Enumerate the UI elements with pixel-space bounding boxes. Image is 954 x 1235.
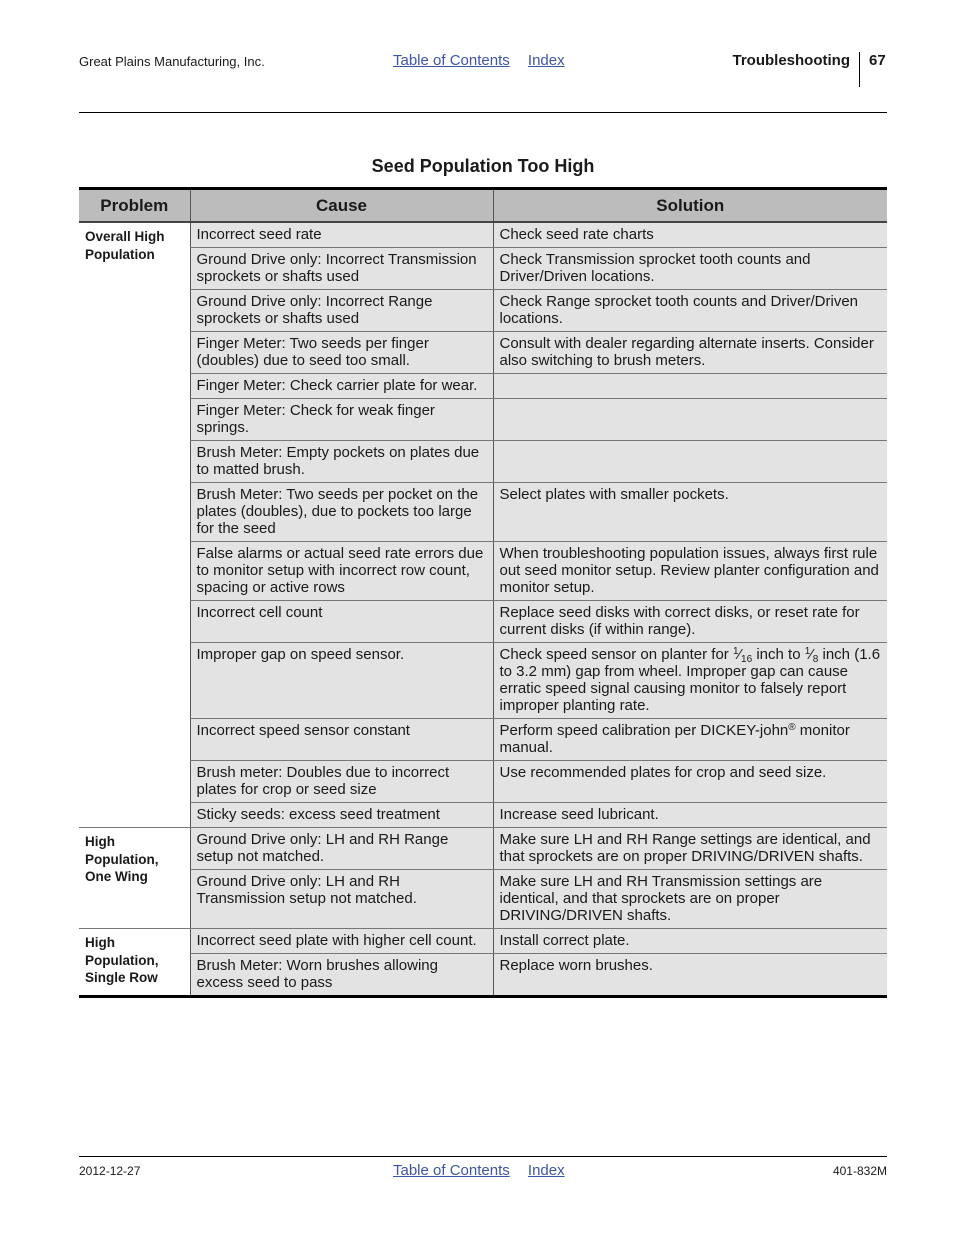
solution-cell: Increase seed lubricant. xyxy=(493,803,887,828)
fraction-denominator: 8 xyxy=(812,654,819,665)
table-row xyxy=(79,954,887,997)
solution-text: Perform speed calibration per DICKEY-john xyxy=(499,722,789,739)
table-row xyxy=(79,332,887,374)
solution-text: inch (1.6 to 3.2 mm) gap from wheel. Improper gap can cause erratic speed signal causing monitor to falsely report improper planting rate. xyxy=(499,646,881,714)
table-row xyxy=(79,803,887,828)
fraction: $^1⁄_{16}$ xyxy=(732,646,753,665)
cause-cell: Ground Drive only: LH and RH Transmission setup not matched. xyxy=(190,870,493,929)
solution-cell xyxy=(493,643,887,719)
cause-cell: Incorrect speed sensor constant xyxy=(190,719,493,761)
table-row xyxy=(79,248,887,290)
cause-cell: Brush Meter: Two seeds per pocket on the plates (doubles), due to pockets too large for the seed xyxy=(190,483,493,542)
column-header-solution: Solution xyxy=(493,189,887,223)
solution-text: inch to xyxy=(752,646,805,663)
solution-cell xyxy=(493,441,887,483)
table-row xyxy=(79,601,887,643)
header-rule xyxy=(79,112,887,113)
problem-cell: High Population, Single Row xyxy=(79,929,190,997)
index-link[interactable]: Index xyxy=(527,1162,565,1179)
solution-cell xyxy=(493,719,887,761)
bottom-nav xyxy=(393,1162,579,1179)
fraction-numerator: 1 xyxy=(804,646,811,657)
solution-cell: Check seed rate charts xyxy=(493,222,887,248)
solution-cell: Check Transmission sprocket tooth counts and Driver/Driven locations. xyxy=(493,248,887,290)
solution-text: monitor manual. xyxy=(499,722,850,756)
solution-cell: Select plates with smaller pockets. xyxy=(493,483,887,542)
document-number: 401-832M xyxy=(832,1164,887,1178)
table-row xyxy=(79,290,887,332)
fraction-numerator: 1 xyxy=(732,646,739,657)
cause-cell: Sticky seeds: excess seed treatment xyxy=(190,803,493,828)
cause-cell: Ground Drive only: Incorrect Transmission sprockets or shafts used xyxy=(190,248,493,290)
table-row xyxy=(79,399,887,441)
solution-cell: Check Range sprocket tooth counts and Driver/Driven locations. xyxy=(493,290,887,332)
cause-cell: Ground Drive only: LH and RH Range setup not matched. xyxy=(190,828,493,870)
solution-cell: Replace worn brushes. xyxy=(493,954,887,997)
table-header-row xyxy=(79,189,887,223)
table-row xyxy=(79,441,887,483)
solution-cell: Make sure LH and RH Range settings are identical, and that sprockets are on proper DRIVING/DRIVEN shafts. xyxy=(493,828,887,870)
page-title: Seed Population Too High xyxy=(371,156,595,176)
cause-cell: Incorrect seed plate with higher cell count. xyxy=(190,929,493,954)
table-row xyxy=(79,929,887,954)
table-of-contents-link[interactable]: Table of Contents xyxy=(393,1162,510,1179)
cause-cell: Brush meter: Doubles due to incorrect plates for crop or seed size xyxy=(190,761,493,803)
section-title: Troubleshooting xyxy=(732,52,850,69)
solution-cell xyxy=(493,399,887,441)
table-row xyxy=(79,828,887,870)
cause-cell: Finger Meter: Check carrier plate for wear. xyxy=(190,374,493,399)
table-row xyxy=(79,761,887,803)
page-number: 67 xyxy=(869,52,886,69)
cause-cell: Finger Meter: Check for weak finger springs. xyxy=(190,399,493,441)
cause-cell: Finger Meter: Two seeds per finger (doubles) due to seed too small. xyxy=(190,332,493,374)
footer-date: 2012-12-27 xyxy=(79,1164,141,1178)
solution-cell: Make sure LH and RH Transmission settings are identical, and that sprockets are on proper DRIVING/DRIVEN shafts. xyxy=(493,870,887,929)
table-row xyxy=(79,643,887,719)
cause-cell: Improper gap on speed sensor. xyxy=(190,643,493,719)
fraction: $^1⁄_8$ xyxy=(804,646,819,665)
solution-cell: Replace seed disks with correct disks, or reset rate for current disks (if within range). xyxy=(493,601,887,643)
problem-cell: Overall High Population xyxy=(79,222,190,828)
cause-cell: Ground Drive only: Incorrect Range sprockets or shafts used xyxy=(190,290,493,332)
table-of-contents-link[interactable]: Table of Contents xyxy=(393,52,510,69)
solution-cell: Use recommended plates for crop and seed size. xyxy=(493,761,887,803)
table-row xyxy=(79,483,887,542)
footer-rule xyxy=(79,1156,887,1157)
solution-cell: When troubleshooting population issues, always first rule out seed monitor setup. Review planter configuration and monitor setup. xyxy=(493,542,887,601)
cause-cell: False alarms or actual seed rate errors due to monitor setup with incorrect row count, spacing or active rows xyxy=(190,542,493,601)
table-row xyxy=(79,222,887,248)
table-row xyxy=(79,542,887,601)
table-row xyxy=(79,374,887,399)
solution-cell xyxy=(493,374,887,399)
top-nav xyxy=(393,52,579,69)
cause-cell: Brush Meter: Worn brushes allowing excess seed to pass xyxy=(190,954,493,997)
column-header-problem: Problem xyxy=(79,189,190,223)
solution-text: Check speed sensor on planter for xyxy=(499,646,733,663)
table-row xyxy=(79,870,887,929)
troubleshooting-table xyxy=(79,187,887,998)
problem-cell: High Population, One Wing xyxy=(79,828,190,929)
header-divider xyxy=(859,52,860,87)
registered-mark: ® xyxy=(788,722,796,733)
cause-cell: Incorrect cell count xyxy=(190,601,493,643)
cause-cell: Brush Meter: Empty pockets on plates due to matted brush. xyxy=(190,441,493,483)
cause-cell: Incorrect seed rate xyxy=(190,222,493,248)
index-link[interactable]: Index xyxy=(527,52,565,69)
column-header-cause: Cause xyxy=(190,189,493,223)
solution-cell: Consult with dealer regarding alternate inserts. Consider also switching to brush meters. xyxy=(493,332,887,374)
table-row xyxy=(79,719,887,761)
company-name: Great Plains Manufacturing, Inc. xyxy=(79,54,265,69)
solution-cell: Install correct plate. xyxy=(493,929,887,954)
fraction-denominator: 16 xyxy=(741,654,753,665)
